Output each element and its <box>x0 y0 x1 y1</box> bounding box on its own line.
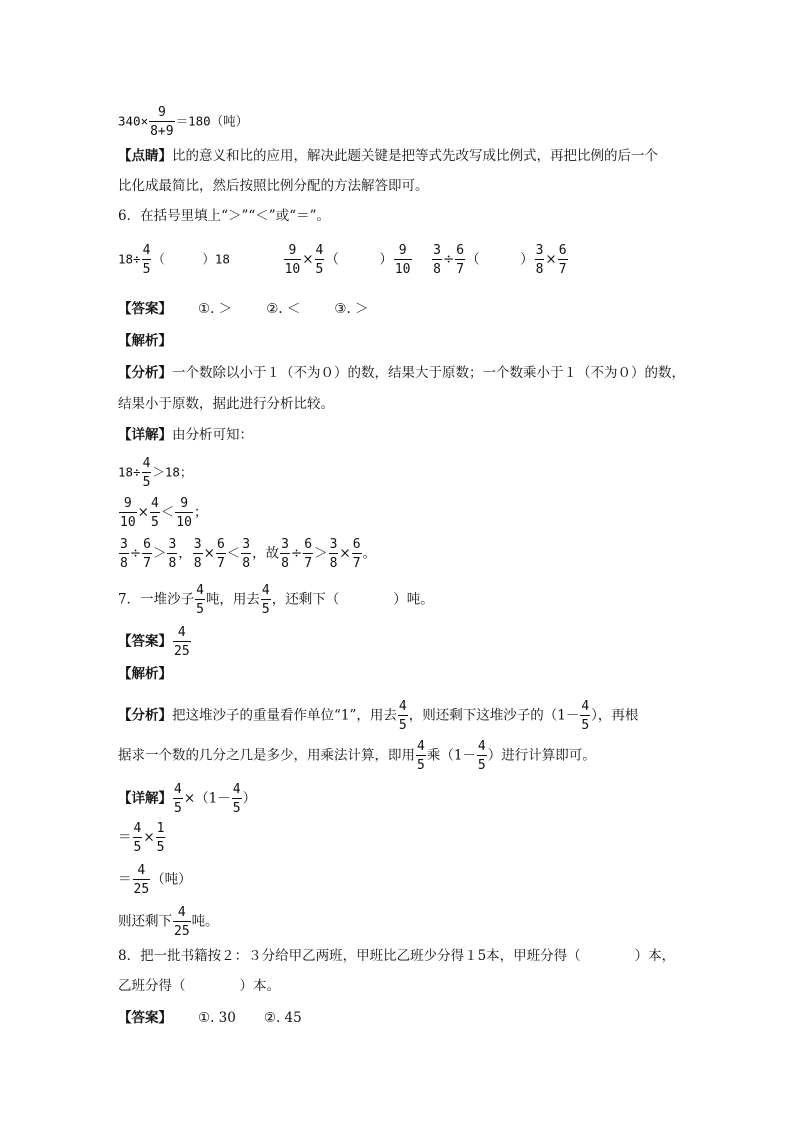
fraction <box>133 822 143 854</box>
fraction <box>303 538 313 570</box>
fraction <box>142 244 152 276</box>
numerator: 4 <box>417 739 425 754</box>
numerator: 4 <box>315 243 324 258</box>
fraction <box>315 244 325 276</box>
q7-fenxi-2 <box>118 740 596 772</box>
q7-answer <box>118 626 192 658</box>
text: 340× <box>118 113 149 129</box>
numerator: 4 <box>142 456 151 471</box>
blank: （ ） <box>466 251 534 268</box>
q8-title-1 <box>118 946 675 966</box>
text: 7．一堆沙子 <box>118 591 195 608</box>
denominator: 8 <box>535 262 544 277</box>
numerator: 4 <box>398 699 407 714</box>
dianjing-line-2 <box>118 176 429 196</box>
numerator: 9 <box>394 244 412 260</box>
denominator: 5 <box>398 718 407 733</box>
answer-item: ①. 30 <box>198 1010 236 1026</box>
denominator: 8 <box>193 556 202 571</box>
q6-xiangjie <box>118 425 253 445</box>
q8-title-2 <box>118 976 280 996</box>
numerator: 3 <box>193 537 202 552</box>
fenxi-tag: 【分析】 <box>118 365 172 381</box>
q7-step-2 <box>118 864 192 896</box>
text: ＝180（吨） <box>175 113 249 129</box>
jiexi-tag: 【解析】 <box>118 333 172 349</box>
punct: 。 <box>362 545 377 562</box>
fraction <box>284 244 302 276</box>
blank: （ ） <box>325 251 393 268</box>
q6-fenxi-1 <box>118 363 685 383</box>
fraction <box>241 538 251 570</box>
denominator: 25 <box>174 924 190 939</box>
text: 则还剩下 <box>118 913 172 930</box>
punct: ； <box>193 504 208 521</box>
fraction <box>432 244 442 276</box>
denominator: 7 <box>558 262 567 277</box>
text: 比化成最简比，然后按照比例分配的方法解答即可。 <box>118 178 429 194</box>
denominator: 7 <box>352 556 361 571</box>
numerator: 4 <box>133 821 142 836</box>
answer-item: ②. ＜ <box>266 301 301 317</box>
q7-conclusion <box>118 906 219 938</box>
text: 把这堆沙子的重量看作单位“1”，用去 <box>172 707 397 724</box>
dianjing-line-1 <box>118 146 658 166</box>
text: 由分析可知： <box>172 427 253 443</box>
fraction <box>142 538 152 570</box>
fenxi-tag: 【分析】 <box>118 707 172 724</box>
operator: ÷ <box>442 251 455 268</box>
fraction <box>175 497 193 529</box>
operator: ÷ <box>129 545 142 562</box>
numerator: 4 <box>196 583 204 598</box>
fraction <box>216 538 226 570</box>
text: ）进行计算即可。 <box>487 747 596 764</box>
numerator: 4 <box>133 864 151 880</box>
text: ），再根 <box>591 707 639 724</box>
text: 吨，用去 <box>205 591 260 608</box>
numerator: 3 <box>535 243 544 258</box>
numerator: 4 <box>150 496 159 511</box>
denominator: 5 <box>174 801 182 816</box>
punct: ，故 <box>252 545 280 562</box>
answer-item: ①. ＞ <box>198 301 233 317</box>
denominator: 5 <box>417 758 425 773</box>
numerator: 4 <box>173 906 191 922</box>
text: 6．在括号里填上“＞”“＜”或“＝”。 <box>118 208 330 224</box>
text: （ ）18 <box>152 251 230 267</box>
numerator: 3 <box>168 537 177 552</box>
fraction <box>398 700 408 732</box>
fraction <box>149 106 174 138</box>
text: 结果小于原数，据此进行分析比较。 <box>118 396 334 412</box>
numerator: 9 <box>284 244 302 260</box>
operator: × <box>545 251 557 268</box>
fraction <box>329 538 339 570</box>
numerator: 9 <box>149 106 174 122</box>
text: ×（1－ <box>183 790 231 807</box>
fraction <box>133 864 151 896</box>
numerator: 6 <box>352 537 361 552</box>
text: 18÷ <box>118 251 141 267</box>
denominator: 8 <box>242 556 251 571</box>
operator: × <box>203 545 215 562</box>
xiangjie-tag: 【详解】 <box>118 427 172 443</box>
numerator: 6 <box>216 537 225 552</box>
numerator: 4 <box>477 739 486 754</box>
denominator: 5 <box>133 840 142 855</box>
text: 8．把一批书籍按２：３分给甲乙两班，甲班比乙班少分得１5本，甲班分得（ ）本， <box>118 948 676 964</box>
text: ，则还剩下这堆沙子的（1－ <box>408 707 580 724</box>
fraction <box>173 906 191 938</box>
text: 比的意义和比的应用，解决此题关键是把等式先改写成比例式，再把比例的后一个 <box>172 148 658 164</box>
text: 吨。 <box>191 913 219 930</box>
operator: × <box>143 829 155 846</box>
denominator: 5 <box>196 602 204 617</box>
operator: × <box>137 504 149 521</box>
answer-item: ③. ＞ <box>334 301 369 317</box>
q8-answer <box>118 1008 302 1028</box>
numerator: 3 <box>433 243 441 258</box>
q6-step-1 <box>118 457 192 489</box>
numerator: 4 <box>173 626 191 642</box>
fraction <box>261 584 271 616</box>
denominator: 8+9 <box>150 124 174 139</box>
q7-xiangjie <box>118 783 256 815</box>
calc-line <box>118 106 248 138</box>
relation: ＜ <box>226 545 241 562</box>
numerator: 4 <box>232 782 241 797</box>
numerator: 3 <box>120 537 128 552</box>
text: 据求一个数的几分之几是多少，用乘法计算，即用 <box>118 747 415 764</box>
denominator: 10 <box>284 262 301 277</box>
xiangjie-tag: 【详解】 <box>118 790 172 807</box>
q7-fenxi-1 <box>118 700 638 732</box>
numerator: 3 <box>281 537 289 552</box>
text: （吨） <box>151 871 192 888</box>
numerator: 4 <box>174 782 182 797</box>
fraction <box>173 783 183 815</box>
fraction <box>167 538 177 570</box>
numerator: 4 <box>261 583 270 598</box>
denominator: 8 <box>120 556 128 571</box>
fraction <box>280 538 290 570</box>
answer-tag: 【答案】 <box>118 633 172 650</box>
numerator: 3 <box>242 537 251 552</box>
numerator: 4 <box>142 243 151 258</box>
text: 一个数除以小于１（不为０）的数，结果大于原数；一个数乘小于１（不为０）的数， <box>172 365 685 381</box>
answer-tag: 【答案】 <box>118 1010 172 1026</box>
answer-tag: 【答案】 <box>118 301 172 317</box>
fraction <box>455 244 465 276</box>
text: 乘（1－ <box>426 747 476 764</box>
equals: ＝ <box>118 829 132 846</box>
operator: × <box>302 251 314 268</box>
fraction <box>150 497 160 529</box>
denominator: 7 <box>216 556 225 571</box>
denominator: 8 <box>329 556 338 571</box>
q6-answer <box>118 299 369 319</box>
numerator: 4 <box>581 699 590 714</box>
fraction <box>142 457 152 489</box>
fraction <box>394 244 412 276</box>
fraction <box>193 538 203 570</box>
numerator: 6 <box>558 243 567 258</box>
q7-jiexi <box>118 664 172 684</box>
q6-step-3 <box>118 538 376 570</box>
q6-title <box>118 206 330 226</box>
numerator: 6 <box>456 243 465 258</box>
punct: ， <box>178 545 192 562</box>
q6-fenxi-2 <box>118 394 334 414</box>
denominator: 8 <box>433 262 441 277</box>
fraction <box>477 740 487 772</box>
denominator: 10 <box>120 515 136 530</box>
relation: ＜ <box>160 504 175 521</box>
denominator: 5 <box>261 602 270 617</box>
text: 18÷ <box>118 464 141 480</box>
numerator: 6 <box>143 537 151 552</box>
denominator: 5 <box>156 840 165 855</box>
denominator: 5 <box>142 262 151 277</box>
denominator: 7 <box>304 556 313 571</box>
fraction <box>580 700 590 732</box>
fraction <box>558 244 568 276</box>
equals: ＝ <box>118 871 132 888</box>
dianjing-tag: 【点睛】 <box>118 148 172 164</box>
denominator: 10 <box>176 515 192 530</box>
denominator: 7 <box>143 556 151 571</box>
denominator: 5 <box>315 262 324 277</box>
denominator: 5 <box>142 475 151 490</box>
text: ，还剩下（ ）吨。 <box>271 591 434 608</box>
numerator: 3 <box>329 537 338 552</box>
numerator: 1 <box>156 821 165 836</box>
fraction <box>119 497 137 529</box>
text: ＞18； <box>152 464 193 480</box>
fraction <box>119 538 129 570</box>
fraction <box>416 740 426 772</box>
numerator: 9 <box>119 497 137 513</box>
denominator: 5 <box>581 718 590 733</box>
denominator: 5 <box>232 801 241 816</box>
operator: × <box>339 545 351 562</box>
fraction <box>232 783 242 815</box>
denominator: 25 <box>133 882 150 897</box>
numerator: 9 <box>175 497 193 513</box>
denominator: 8 <box>281 556 289 571</box>
q6-step-2 <box>118 497 207 529</box>
q7-title <box>118 584 434 616</box>
relation: ＞ <box>152 545 167 562</box>
numerator: 6 <box>304 537 313 552</box>
denominator: 8 <box>168 556 177 571</box>
jiexi-tag: 【解析】 <box>118 666 172 682</box>
answer-item: ②. 45 <box>263 1010 302 1026</box>
fraction <box>173 626 191 658</box>
denominator: 10 <box>394 262 411 277</box>
text: 乙班分得（ ）本。 <box>118 978 280 994</box>
denominator: 25 <box>174 644 190 659</box>
operator: ÷ <box>290 545 303 562</box>
relation: ＞ <box>314 545 328 562</box>
denominator: 5 <box>477 758 486 773</box>
denominator: 5 <box>150 515 159 530</box>
text: ） <box>242 790 257 807</box>
fraction <box>535 244 545 276</box>
q7-step-1 <box>118 822 166 854</box>
q6-jiexi <box>118 331 172 351</box>
fraction <box>195 584 205 616</box>
fraction <box>156 822 166 854</box>
q6-choices <box>118 244 569 276</box>
fraction <box>352 538 362 570</box>
denominator: 7 <box>456 262 465 277</box>
